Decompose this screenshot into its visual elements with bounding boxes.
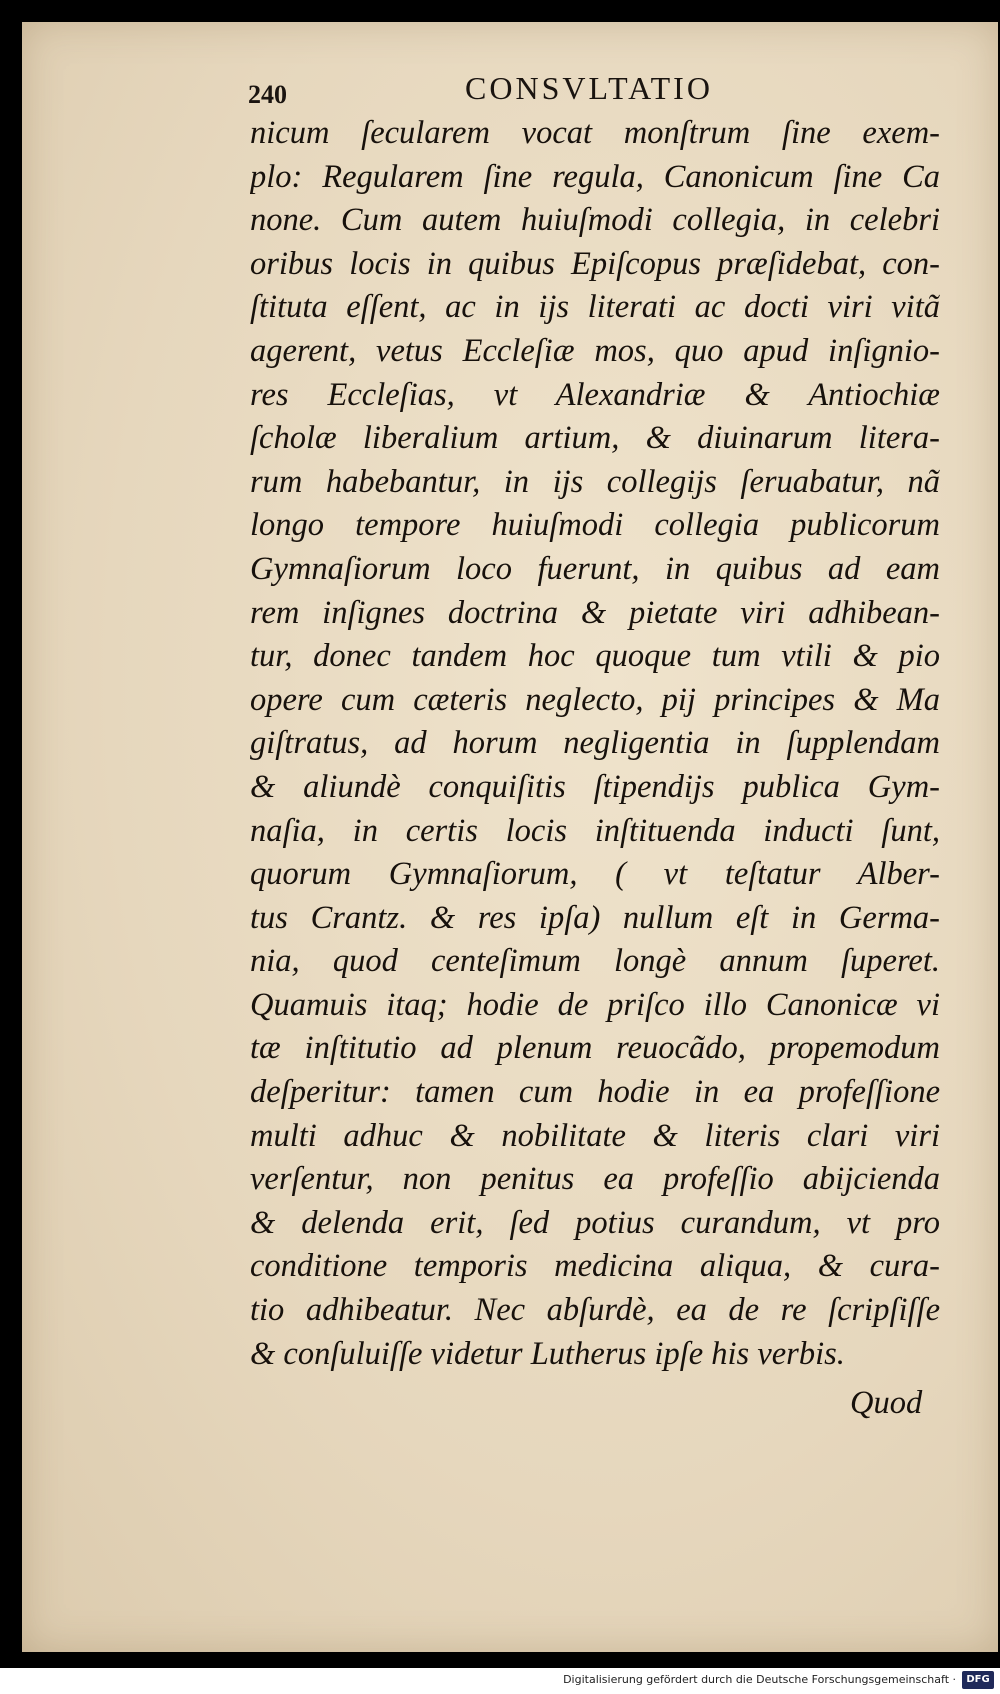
text-line: conditione temporis medicina aliqua, & cura- xyxy=(250,1248,940,1285)
running-head: CONSVLTATIO xyxy=(465,70,713,106)
footer-bar xyxy=(0,1668,1000,1694)
text-line: nicum ſecularem vocat monſtrum ſine exem- xyxy=(250,115,940,151)
page-number: 240 xyxy=(248,80,287,109)
text-line: giſtratus, ad horum negligentia in ſupplendam xyxy=(250,725,940,762)
text-line: ſtituta eſſent, ac in ijs literati ac docti viri vitã xyxy=(250,289,940,326)
text-line: multi adhuc & nobilitate & literis clari viri xyxy=(250,1117,940,1154)
body-text xyxy=(250,112,940,1376)
text-line: tur, donec tandem hoc quoque tum vtili & pio xyxy=(250,638,940,675)
text-line: oribus locis in quibus Epiſcopus præſidebat, con- xyxy=(250,245,940,282)
text-line: tus Crantz. & res ipſa) nullum eſt in Germa- xyxy=(250,899,940,936)
text-line: rem inſignes doctrina & pietate viri adhibean- xyxy=(250,594,940,631)
text-line: opere cum cæteris neglecto, pij principes & Ma xyxy=(250,681,940,718)
text-line: naſia, in certis locis inſtituenda inducti ſunt, xyxy=(250,812,940,849)
text-line: & conſuluiſſe videtur Lutherus ipſe his verbis. xyxy=(250,1335,845,1372)
text-line: ſcholæ liberalium artium, & diuinarum litera- xyxy=(250,420,940,457)
digitization-credit: Digitalisierung gefördert durch die Deutsche Forschungsgemeinschaft · xyxy=(563,1673,956,1686)
text-line: quorum Gymnaſiorum, ( vt teſtatur Alber- xyxy=(250,856,940,893)
text-line: tio adhibeatur. Nec abſurdè, ea de re ſcripſiſſe xyxy=(250,1292,940,1329)
catchword: Quod xyxy=(850,1385,923,1421)
text-line: rum habebantur, in ijs collegijs ſeruabatur, nã xyxy=(250,463,940,500)
text-line: verſentur, non penitus ea profeſſio abijcienda xyxy=(250,1161,940,1198)
text-line: & aliundè conquiſitis ſtipendijs publica Gym- xyxy=(250,768,940,805)
text-line: agerent, vetus Eccleſiæ mos, quo apud inſignio- xyxy=(250,332,940,369)
text-line: tæ inſtitutio ad plenum reuocãdo, propemodum xyxy=(250,1030,940,1067)
text-line: deſperitur: tamen cum hodie in ea profeſſione xyxy=(250,1074,940,1111)
text-line: res Eccleſias, vt Alexandriæ & Antiochiæ xyxy=(250,376,940,413)
text-line: & delenda erit, ſed potius curandum, vt pro xyxy=(250,1204,940,1241)
text-line: nia, quod centeſimum longè annum ſuperet. xyxy=(250,943,940,980)
dfg-logo-icon: DFG xyxy=(962,1671,994,1689)
text-line: longo tempore huiuſmodi collegia publicorum xyxy=(250,507,940,544)
text-line: Gymnaſiorum loco fuerunt, in quibus ad eam xyxy=(250,550,940,587)
text-line: none. Cum autem huiuſmodi collegia, in celebri xyxy=(250,202,940,239)
text-line: Quamuis itaq; hodie de priſco illo Canonicæ vi xyxy=(250,986,940,1023)
page-header xyxy=(248,70,938,110)
text-line: plo: Regularem ſine regula, Canonicum ſine Ca xyxy=(250,158,940,195)
